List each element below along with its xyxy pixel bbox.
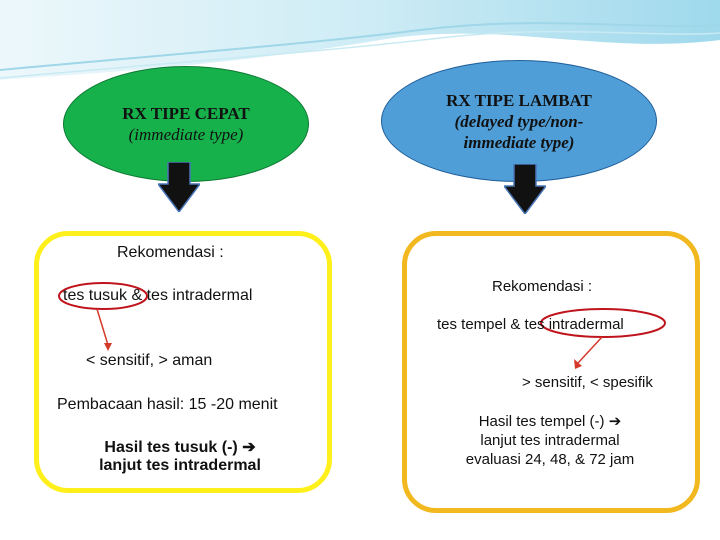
left-reading-time: Pembacaan hasil: 15 -20 menit [57, 396, 278, 413]
left-sensitivity-note: < sensitif, > aman [86, 352, 213, 369]
left-test-list: tes tusuk & tes intradermal [63, 287, 253, 304]
right-sensitivity-note: > sensitif, < spesifik [522, 374, 653, 391]
right-recommendation-heading: Rekomendasi : [492, 278, 593, 295]
right-result-line3: evaluasi 24, 48, & 72 jam [465, 451, 635, 468]
down-arrow-icon [158, 162, 200, 212]
down-arrow-icon [504, 164, 546, 214]
left-result-line2: lanjut tes intradermal [99, 457, 261, 474]
delayed-type-title: RX TIPE LAMBAT [446, 90, 592, 110]
right-result-line2: lanjut tes intradermal [480, 432, 620, 449]
left-result-line1: Hasil tes tusuk (-) ➔ [104, 439, 256, 456]
right-result-note [430, 412, 670, 469]
left-result-note [60, 437, 300, 475]
right-result-line1: Hasil tes tempel (-) ➔ [478, 413, 622, 430]
delayed-type-subtitle-line2: immediate type) [463, 132, 575, 152]
immediate-type-subtitle: (immediate type) [128, 125, 244, 144]
right-test-list: tes tempel & tes intradermal [437, 316, 624, 333]
left-recommendation-heading: Rekomendasi : [117, 244, 224, 261]
immediate-type-title: RX TIPE CEPAT [122, 104, 250, 123]
delayed-recommendation-panel [402, 231, 700, 513]
delayed-type-subtitle-line1: (delayed type/non- [454, 111, 584, 131]
